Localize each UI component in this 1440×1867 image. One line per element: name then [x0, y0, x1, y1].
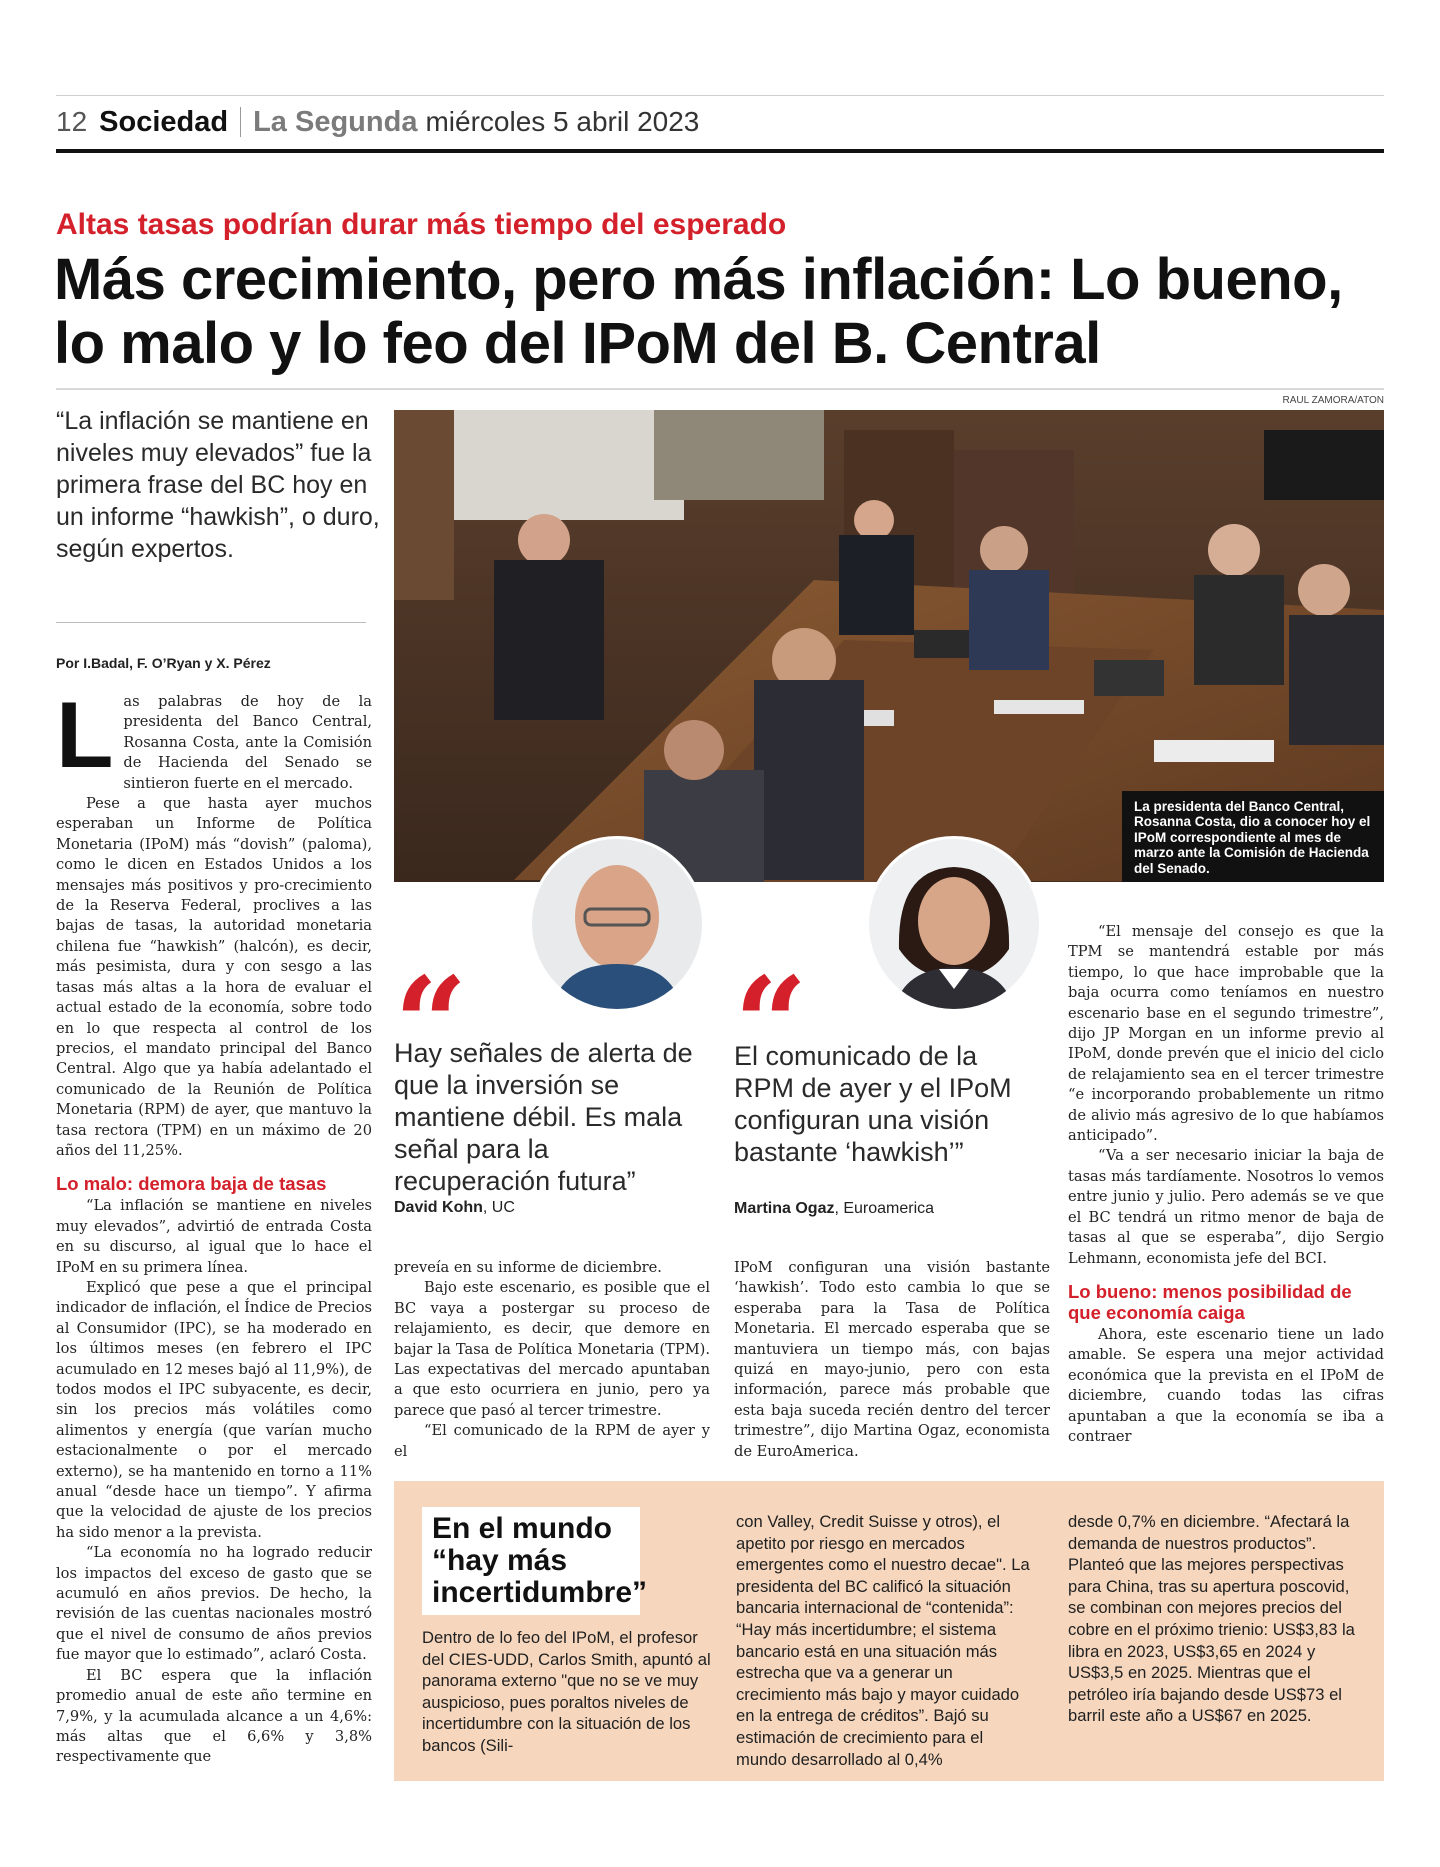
photo-credit: RAUL ZAMORA/ATON: [1282, 395, 1384, 406]
sidebar-column-3: [1068, 1511, 1368, 1727]
page-number: 12: [56, 106, 88, 137]
paragraph: “El mensaje del consejo es que la TPM se mantendrá estable por más tiempo, lo que hace improbable que la baja ocurra como teníamos en nuestro escenario base en el segundo trimestre”, dijo JP Morgan en un informe previo al IPoM, donde prevén que el inicio del ciclo de relajamiento sea en el tercer trimestre “e incorporando probablemente un ritmo de alivio más agresivo de lo que habíamos anticipado”.: [1068, 923, 1384, 1145]
paragraph: “El comunicado de la RPM de ayer y el: [394, 1422, 710, 1460]
quote-mark-1: “: [394, 950, 456, 1100]
header-rule: [56, 149, 1384, 153]
paragraph: El BC espera que la inflación promedio anual de este año termine en 7,9%, y la acumulada alcance a un 4,6%: más altas que el 6,6% y 3,8% respectivamente que: [56, 1666, 372, 1766]
subhead-lo-bueno: Lo bueno: menos posibilidad de que economía caiga: [1068, 1280, 1352, 1323]
portrait-david-kohn: [529, 836, 705, 1012]
quote-source-2: [734, 1200, 934, 1218]
quote-affiliation-2: , Euroamerica: [834, 1200, 935, 1217]
article-column-2: [394, 1258, 710, 1462]
newspaper-name: La Segunda: [253, 105, 418, 138]
top-rule: [56, 95, 1384, 96]
sidebar-title: En el mundo “hay más incertidumbre”: [422, 1507, 640, 1615]
paragraph: “La inflación se mantiene en niveles muy elevados”, advirtió de entrada Costa en su discurso, al igual que lo hace el IPoM en su primera línea.: [56, 1197, 372, 1276]
section-name: Sociedad: [99, 105, 229, 138]
paragraph: preveía en su informe de diciembre.: [394, 1259, 662, 1276]
paragraph: as palabras de hoy de la presidenta del Banco Central, Rosanna Costa, ante la Comisión de Hacienda del Senado se sintieron fuerte en el mercado.: [123, 693, 372, 792]
quote-author-2: Martina Ogaz: [734, 1200, 835, 1217]
kicker: Altas tasas podrían durar más tiempo del esperado: [56, 208, 787, 241]
article-deck: “La inflación se mantiene en niveles muy elevados” fue la primera frase del BC hoy en un informe “hawkish”, o duro, según expertos.: [56, 407, 380, 563]
pull-quote-1: Hay señales de alerta de que la inversión se mantiene débil. Es mala señal para la recuperación futura”: [394, 1038, 693, 1196]
pull-quote-2: El comunicado de la RPM de ayer y el IPoM configuran una visión bastante ‘hawkish’”: [734, 1041, 1012, 1167]
paragraph: IPoM configuran una visión bastante ‘hawkish’. Todo esto cambia lo que se esperaba para la Tasa de Política Monetaria. El mercado esperaba que se mantuviera un tiempo más, con bajas quizá en mayo-junio, pero con esta información, parece más probable que esta baja suceda recién dentro del tercer trimestre”, dijo Martina Ogaz, economista de EuroAmerica.: [734, 1259, 1050, 1460]
issue-date: miércoles 5 abril 2023: [425, 106, 700, 137]
paragraph: Bajo este escenario, es posible que el BC vaya a postergar su proceso de relajamiento, es decir, que demore en bajar la Tasa de Política Monetaria (TPM). Las expectativas del mercado apuntaban a que esto ocurriera en junio, pero ya parece que pasó al tercer trimestre.: [394, 1279, 710, 1419]
paragraph: Pese a que hasta ayer muchos esperaban un Informe de Política Monetaria (IPoM) más “dovish” (paloma), como le dicen en Estados Unidos a los mensajes más positivos y pro-crecimiento de la Reserva Federal, proclives a las bajas de tasas, la autoridad monetaria chilena fue “hawkish” (halcón), es decir, más pesimista, dura y con sesgo a las tasas más altas a la hora de evaluar el actual estado de la economía, sobre todo en lo que respecta al control de los precios, el mandato principal del Banco Central. Algo que ya había adelantado el comunicado de la Reunión de Política Monetaria (RPM) de ayer, que mantuvo la tasa rectora (TPM) en un máximo de 20 años del 11,25%.: [56, 795, 372, 1159]
sidebar-column-1: Dentro de lo feo del IPoM, el profesor del CIES-UDD, Carlos Smith, apuntó al panorama externo "que no se ve muy auspicioso, pues poraltos niveles de incertidumbre con la situación de los bancos (Sili-: [422, 1628, 711, 1755]
masthead: [56, 100, 699, 144]
paragraph: “Va a ser necesario iniciar la baja de tasas más tardíamente. Nosotros lo vemos entre junio y julio. Pero además se ve que el BC tendrá un ritmo menor de baja de tasas al que se esperaba”, dijo Sergio Lehmann, economista jefe del BCI.: [1068, 1147, 1384, 1267]
drop-cap: L: [56, 682, 114, 787]
article-column-3: [734, 1258, 1050, 1462]
masthead-divider: [240, 107, 241, 137]
paragraph: Ahora, este escenario tiene un lado amable. Se espera una mejor actividad económica que la prevista en el IPoM de diciembre, cuando todas las cifras apuntaban a que la economía se iba a contraer: [1068, 1325, 1384, 1445]
headline: Más crecimiento, pero más inflación: Lo bueno, lo malo y lo feo del IPoM del B. Central: [54, 247, 1343, 376]
deck-rule: [56, 622, 366, 623]
paragraph: Explicó que pese a que el principal indicador de inflación, el Índice de Precios al Consumidor (IPC), se ha moderado en los últimos meses (en febrero el IPC acumulado en 12 meses bajó al 11,9%), de todos modos el IPC subyacente, es decir, sin los precios más volátiles como alimentos y energía (que varían mucho estacionalmente o por el mercado externo), se ha mantenido en torno a 11% anual “desde hace un tiempo”. Y afirma que la velocidad de ajuste de los precios ha sido menor a la prevista.: [56, 1278, 372, 1541]
news-photo: [394, 410, 1384, 882]
quote-source-1: [394, 1199, 515, 1217]
article-column-1: [56, 682, 372, 1768]
quote-mark-2: “: [734, 950, 796, 1100]
byline: Por I.Badal, F. O’Ryan y X. Pérez: [56, 655, 271, 671]
quote-author-1: David Kohn: [394, 1199, 483, 1216]
paragraph: “La economía no ha logrado reducir los impactos del exceso de gasto que se acumuló en años previos. De hecho, la revisión de las cuentas nacionales mostró que el nivel de consumo de años previos fue mayor que lo estimado”, aclaró Costa.: [56, 1544, 372, 1664]
subhead-lo-malo: Lo malo: demora baja de tasas: [56, 1173, 327, 1195]
sidebar-paragraph: Planteó que las mejores perspectivas para China, tras su apertura poscovid, se combinan con mejores precios del cobre en el próximo trienio: US$3,83 la libra en 2023, US$3,65 en 2024 y US$3,5 en 2025. Mientras que el petróleo iría bajando desde US$73 el barril este año a US$67 en 2025.: [1068, 1555, 1355, 1726]
man-portrait-icon: [532, 839, 702, 1009]
sidebar-paragraph: desde 0,7% en diciembre. “Afectará la demanda de nuestros productos”.: [1068, 1512, 1350, 1553]
quote-affiliation-1: , UC: [482, 1199, 515, 1216]
portrait-martina-ogaz: [866, 836, 1042, 1012]
article-column-4: [1068, 922, 1384, 1447]
woman-portrait-icon: [869, 839, 1039, 1009]
sidebar-column-2: con Valley, Credit Suisse y otros), el apetito por riesgo en mercados emergentes como el nuestro decae". La presidenta del BC calificó la situación bancaria internacional de “contenida”: “Hay más incertidumbre; el sistema bancario está en una situación más estrecha que va a generar un crecimiento más bajo y mayor cuidado en la entrega de créditos”. Bajó su estimación de crecimiento para el mundo desarrollado al 0,4%: [736, 1512, 1030, 1769]
photo-caption: La presidenta del Banco Central, Rosanna Costa, dio a conocer hoy el IPoM correspondiente al mes de marzo ante la Comisión de Hacienda del Senado.: [1122, 791, 1384, 883]
headline-rule: [56, 388, 1384, 390]
